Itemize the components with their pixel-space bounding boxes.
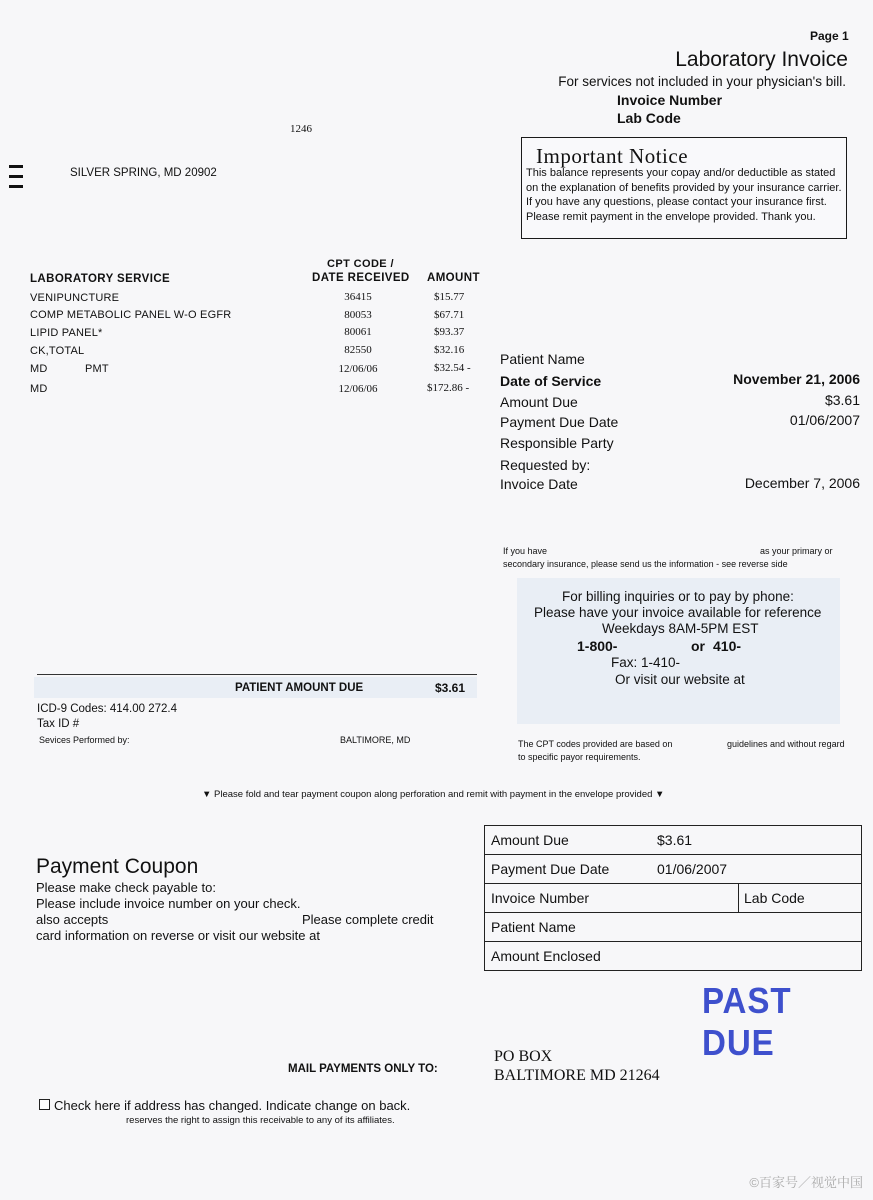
mail-city: BALTIMORE MD 21264 [494, 1067, 660, 1084]
past-due-stamp: PAST DUE [702, 980, 792, 1063]
payment-coupon-table [484, 825, 862, 971]
arrow-down-icon: ▼ [655, 789, 665, 800]
services-performed-city: BALTIMORE, MD [340, 735, 411, 745]
service-name: COMP METABOLIC PANEL W-O EGFR [30, 309, 232, 321]
notice-title: Important Notice [536, 144, 689, 168]
cpt-header-line2: DATE RECEIVED [312, 272, 410, 284]
coupon-include-invoice: Please include invoice number on your check. [36, 896, 301, 911]
coupon-amount-due-value: $3.61 [657, 832, 693, 848]
coupon-cell-divider [738, 884, 739, 912]
insurance-note-line1-right: as your primary or [760, 546, 833, 556]
service-name: VENIPUNCTURE [30, 292, 120, 304]
recipient-city: SILVER SPRING, MD 20902 [70, 167, 217, 179]
coupon-due-date-row [485, 855, 861, 884]
account-number: 1246 [290, 123, 312, 135]
service-amount: $15.77 [434, 291, 465, 303]
service-amount: $67.71 [434, 309, 465, 321]
service-amount: $32.16 [434, 344, 465, 356]
amount-due-value: $3.61 [824, 392, 860, 408]
amount-due-label: Amount Due [500, 394, 578, 410]
services-performed-label: Sevices Performed by: [39, 735, 130, 745]
service-header: LABORATORY SERVICE [30, 273, 171, 285]
invoice-date-value: December 7, 2006 [744, 475, 860, 491]
coupon-due-date-label: Payment Due Date [491, 861, 610, 877]
cpt-code: 36415 [344, 291, 372, 303]
service-name: CK,TOTAL [30, 345, 85, 357]
date-of-service-label: Date of Service [500, 373, 602, 389]
arrow-down-icon: ▼ [202, 789, 212, 800]
cpt-header-line1: CPT CODE / [327, 258, 394, 270]
cpt-code: 80053 [344, 309, 372, 321]
service-amount: $172.86 - [427, 382, 470, 394]
coupon-due-date-value: 01/06/2007 [657, 861, 728, 877]
invoice-date-label: Invoice Date [500, 476, 578, 492]
mail-po-box: PO BOX [494, 1048, 553, 1065]
coupon-invoice-row [485, 884, 861, 913]
coupon-lab-code-label: Lab Code [744, 890, 805, 906]
invoice-subtitle: For services not included in your physician's bill. [558, 74, 846, 89]
patient-amount-due-value: $3.61 [435, 681, 466, 695]
fold-instruction-text: Please fold and tear payment coupon along perforation and remit with payment in the envelope provided [214, 789, 653, 800]
billing-phone-or: or [691, 638, 705, 654]
coupon-also-accepts: also accepts [36, 912, 109, 927]
cpt-code: 82550 [344, 344, 372, 356]
coupon-card-info: card information on reverse or visit our website at [36, 928, 320, 943]
tax-id: Tax ID # [37, 718, 80, 730]
service-name: MD [30, 363, 48, 375]
billing-phone-tollfree: 1-800- [577, 638, 618, 654]
billing-inquiries-box [517, 578, 840, 724]
notice-body: This balance represents your copay and/or deductible as stated on the explanation of benefits provided by your insurance carrier. If you have any questions, please contact your insurance first. Please remit payment in the envelope provided. Thank you. [526, 167, 842, 223]
coupon-patient-name-label: Patient Name [491, 919, 576, 935]
requested-by-label: Requested by: [500, 457, 591, 473]
service-date: 12/06/06 [338, 363, 378, 375]
insurance-note-line2: secondary insurance, please send us the information - see reverse side [503, 559, 788, 569]
coupon-amount-enclosed-row[interactable] [485, 942, 861, 970]
insurance-note-line1-left: If you have [503, 546, 548, 556]
address-changed-label: Check here if address has changed. Indicate change on back. [54, 1098, 411, 1113]
coupon-amount-due-label: Amount Due [491, 832, 569, 848]
patient-name-label: Patient Name [500, 351, 585, 367]
invoice-number-label: Invoice Number [617, 92, 723, 108]
date-of-service-value: November 21, 2006 [733, 371, 860, 387]
important-notice-box [521, 137, 847, 239]
coupon-complete-credit: Please complete credit [302, 912, 434, 927]
coupon-amount-enclosed-label: Amount Enclosed [491, 948, 601, 964]
service-name: LIPID PANEL* [30, 327, 103, 339]
reserves-right-note: reserves the right to assign this receivable to any of its affiliates. [126, 1115, 395, 1126]
cpt-note-line2: to specific payor requirements. [518, 752, 641, 762]
address-changed-checkbox[interactable] [39, 1099, 50, 1110]
patient-amount-due-row [34, 677, 477, 698]
cpt-note-line1-right: guidelines and without regard [727, 739, 845, 749]
coupon-amount-due-row [485, 826, 861, 855]
lab-code-label: Lab Code [617, 110, 681, 126]
service-amount: $93.37 [434, 326, 465, 338]
patient-amount-due-label: PATIENT AMOUNT DUE [235, 682, 364, 694]
page-number: Page 1 [810, 29, 849, 43]
billing-fax: Fax: 1-410- [611, 655, 681, 670]
service-date: 12/06/06 [338, 383, 378, 395]
service-amount: $32.54 - [434, 362, 471, 374]
payment-due-date-label: Payment Due Date [500, 414, 619, 430]
coupon-patient-name-row [485, 913, 861, 942]
coupon-invoice-number-label: Invoice Number [491, 890, 590, 906]
mail-payments-label: MAIL PAYMENTS ONLY TO: [288, 1063, 438, 1075]
cpt-note-line1-left: The CPT codes provided are based on [518, 739, 673, 749]
amount-header: AMOUNT [427, 272, 480, 284]
address-marker [9, 165, 23, 195]
fold-instruction [202, 789, 664, 800]
responsible-party-label: Responsible Party [500, 435, 614, 451]
coupon-title: Payment Coupon [36, 855, 199, 878]
billing-line2: Please have your invoice available for reference [534, 605, 822, 620]
icd9-codes: ICD-9 Codes: 414.00 272.4 [37, 703, 178, 715]
watermark: ©百家号／视觉中国 [749, 1175, 863, 1190]
amount-due-divider [37, 674, 477, 675]
billing-website: Or visit our website at [615, 672, 745, 687]
billing-line1: For billing inquiries or to pay by phone: [562, 589, 794, 604]
payment-due-date-value: 01/06/2007 [789, 412, 860, 428]
invoice-title: Laboratory Invoice [675, 48, 848, 71]
billing-phone-local: 410- [713, 638, 742, 654]
billing-hours: Weekdays 8AM-5PM EST [602, 621, 759, 636]
cpt-code: 80061 [344, 326, 372, 338]
coupon-payable-to: Please make check payable to: [36, 880, 216, 895]
service-name: MD [30, 383, 48, 395]
service-modifier: PMT [85, 363, 109, 375]
